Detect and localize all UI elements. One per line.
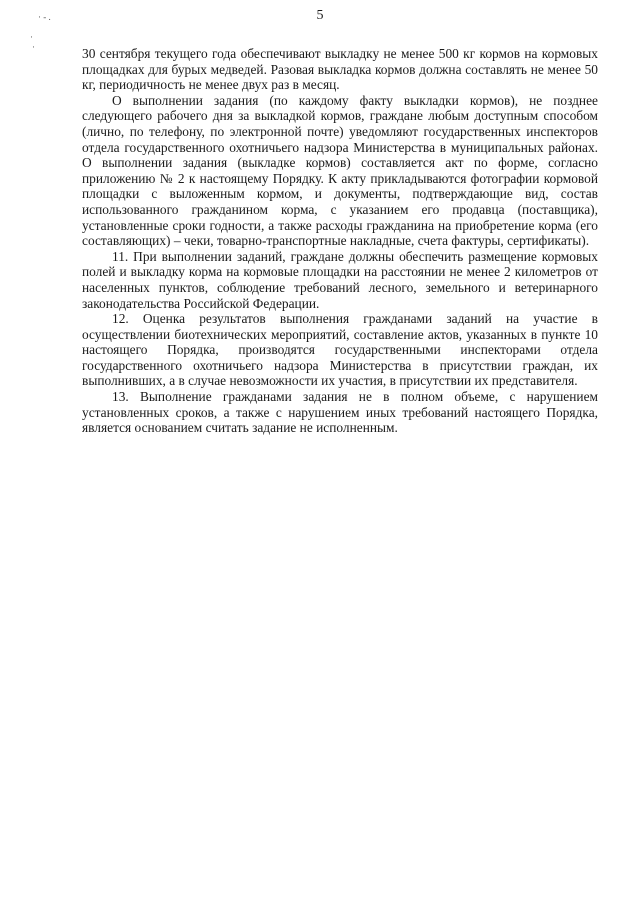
margin-mark: · - . bbox=[38, 12, 51, 22]
paragraph-reporting: О выполнении задания (по каждому факту выкладки кормов), не позднее следующего рабочего дня за выкладкой кормов, граждане любым доступным способом (лично, по телефону, по электронной почте) уведомляют государственных инспекторов отдела государственного охотничьего надзора Министерства в муниципальных районах. О выполнении задания (выкладке кормов) составляется акт по форме, согласно приложению № 2 к настоящему Порядку. К акту прикладываются фотографии кормовой площадки с выложенным кормом, и документы, подтверждающие вид, состав использованного гражданином корма, с указанием его продавца (поставщика), установленные сроки годности, а также расходы гражданина на приобретение корма (его составляющих) – чеки, товарно-транспортные накладные, счета фактуры, сертификаты). bbox=[82, 92, 598, 249]
paragraph-item-13: 13. Выполнение гражданами задания не в полном объеме, с нарушением установленных сроков, а также с нарушением иных требований настоящего Порядка, является основанием считать задание не исполненным. bbox=[82, 389, 598, 436]
paragraph-item-12: 12. Оценка результатов выполнения гражданами заданий на участие в осуществлении биотехнических мероприятий, составление актов, указанных в пункте 10 настоящего Порядка, производятся государственными инспекторами отдела государственного охотничьего надзора Министерства в присутствии граждан, их выполнивших, а в случае невозможности их участия, в присутствии их представителя. bbox=[82, 311, 598, 389]
paragraph-item-11: 11. При выполнении заданий, граждане должны обеспечить размещение кормовых полей и выкладку корма на кормовые площадки на расстоянии не менее 2 километров от населенных пунктов, соблюдение требований лесного, земельного и ветеринарного законодательства Российской Федерации. bbox=[82, 248, 598, 311]
document-body bbox=[82, 46, 598, 436]
paragraph-continuation: 30 сентября текущего года обеспечивают выкладку не менее 500 кг кормов на кормовых площадках для бурых медведей. Разовая выкладка кормов должна составлять не менее 50 кг, периодичность не менее двух раз в месяц. bbox=[82, 46, 598, 93]
page-number: 5 bbox=[316, 8, 324, 23]
margin-mark: · bbox=[30, 32, 33, 42]
margin-mark: · bbox=[32, 42, 35, 52]
